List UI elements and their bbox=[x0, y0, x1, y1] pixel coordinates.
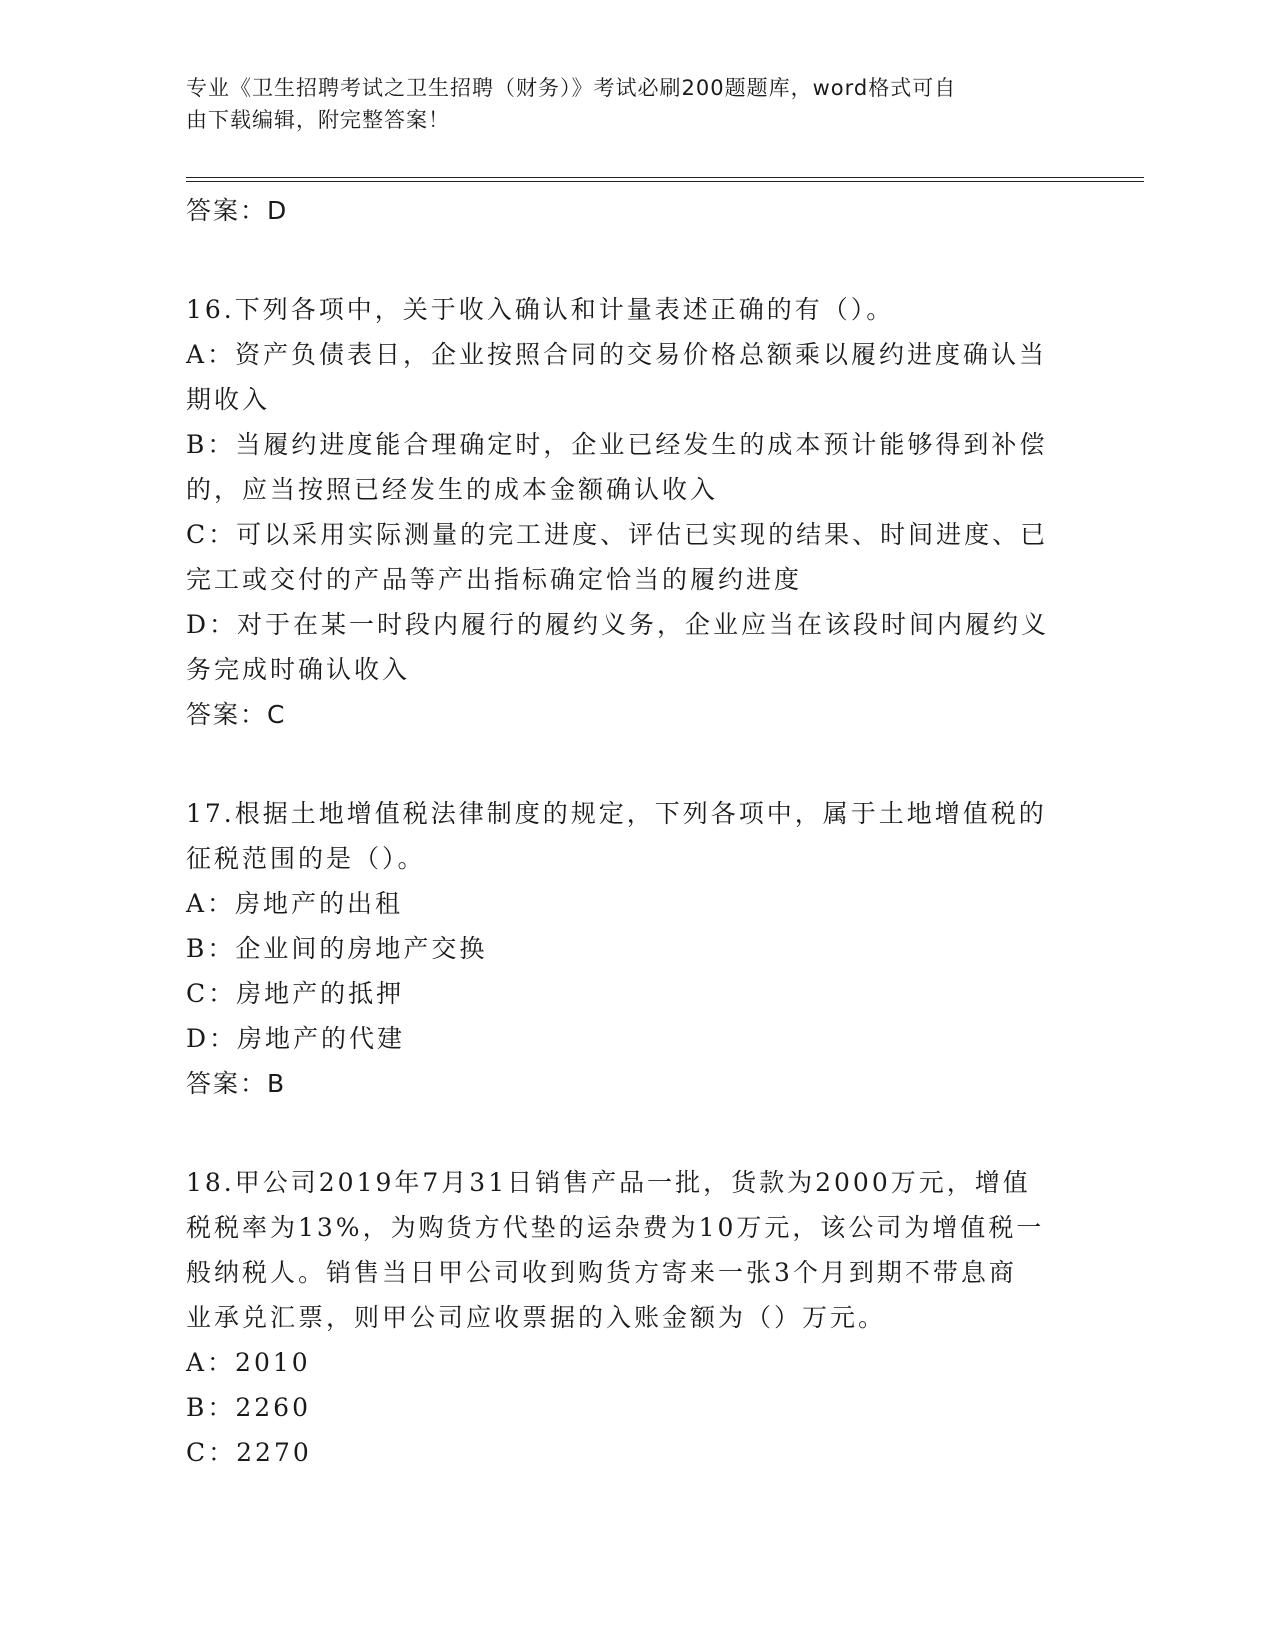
question-18-option-c: C：2270 bbox=[186, 1438, 312, 1467]
spacer bbox=[186, 233, 1066, 287]
question-18-stem-cont-1: 税税率为13%，为购货方代垫的运杂费为10万元，该公司为增值税一 bbox=[186, 1213, 1045, 1242]
question-18-option-b: B：2260 bbox=[186, 1393, 311, 1422]
question-17-option-b: B：企业间的房地产交换 bbox=[186, 934, 488, 963]
question-18-stem: 18.甲公司2019年7月31日销售产品一批，货款为2000万元，增值 bbox=[186, 1168, 1031, 1197]
header-line-2: 由下载编辑，附完整答案！ bbox=[186, 108, 450, 132]
question-17-stem-cont: 征税范围的是（）。 bbox=[186, 844, 426, 873]
question-18-stem-cont-3: 业承兑汇票，则甲公司应收票据的入账金额为（）万元。 bbox=[186, 1303, 887, 1332]
question-17-option-d: D：房地产的代建 bbox=[186, 1024, 406, 1053]
question-18-option-a: A：2010 bbox=[186, 1348, 311, 1377]
question-17-stem: 17.根据土地增值税法律制度的规定，下列各项中，属于土地增值税的 bbox=[186, 799, 1047, 828]
question-16 bbox=[186, 287, 1066, 737]
question-16-stem: 16.下列各项中，关于收入确认和计量表述正确的有（）。 bbox=[186, 295, 895, 324]
question-16-option-b: B：当履约进度能合理确定时，企业已经发生的成本预计能够得到补偿 bbox=[186, 430, 1048, 459]
question-18 bbox=[186, 1160, 1066, 1475]
question-17-option-c: C：房地产的抵押 bbox=[186, 979, 405, 1008]
header-rule-top bbox=[186, 177, 1144, 178]
question-17 bbox=[186, 791, 1066, 1106]
question-16-option-a: A：资产负债表日，企业按照合同的交易价格总额乘以履约进度确认当 bbox=[186, 340, 1048, 369]
question-16-option-c: C：可以采用实际测量的完工进度、评估已实现的结果、时间进度、已 bbox=[186, 520, 1049, 549]
previous-answer: 答案：D bbox=[186, 196, 289, 225]
question-16-option-c-cont: 完工或交付的产品等产出指标确定恰当的履约进度 bbox=[186, 565, 803, 594]
question-16-answer: 答案：C bbox=[186, 700, 287, 729]
question-18-stem-cont-2: 般纳税人。销售当日甲公司收到购货方寄来一张3个月到期不带息商 bbox=[186, 1258, 1017, 1287]
spacer bbox=[186, 737, 1066, 791]
page-header bbox=[186, 72, 1066, 136]
question-content bbox=[186, 188, 1066, 1475]
question-16-option-a-cont: 期收入 bbox=[186, 385, 271, 414]
header-rule-bottom bbox=[186, 181, 1144, 182]
question-17-option-a: A：房地产的出租 bbox=[186, 889, 404, 918]
question-16-option-d-cont: 务完成时确认收入 bbox=[186, 655, 411, 684]
question-17-answer: 答案：B bbox=[186, 1069, 287, 1098]
spacer bbox=[186, 1106, 1066, 1160]
question-16-option-d: D：对于在某一时段内履行的履约义务，企业应当在该段时间内履约义 bbox=[186, 610, 1050, 639]
header-line-1: 专业《卫生招聘考试之卫生招聘（财务）》考试必刷200题题库，word格式可自 bbox=[186, 76, 957, 100]
question-16-option-b-cont: 的，应当按照已经发生的成本金额确认收入 bbox=[186, 475, 719, 504]
